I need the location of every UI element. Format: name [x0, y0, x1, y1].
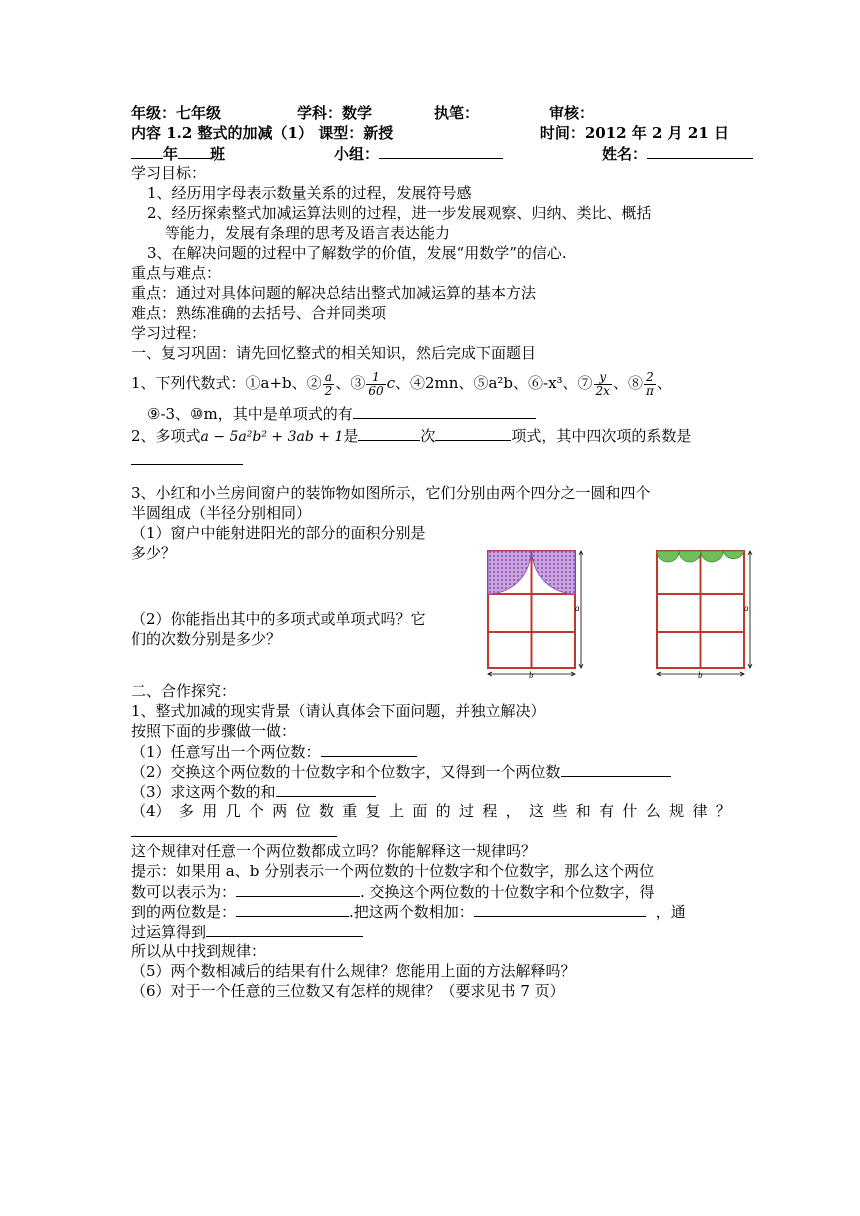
- coop-title: 二、合作探究：: [131, 682, 237, 700]
- window-figure-valance: [653, 546, 763, 682]
- author: 执笔：: [434, 104, 480, 122]
- q1-prefix: 1、下列代数式：①a+b、②: [131, 374, 322, 392]
- goal-2-cont: 等能力，发展有条理的思考及语言表达能力: [165, 224, 451, 242]
- question-2-cont: [131, 449, 731, 483]
- q3-line1: 3、小红和小兰房间窗户的装饰物如图所示，它们分别由两个四分之一圆和四个: [131, 484, 651, 502]
- step4-char: 和: [575, 802, 591, 820]
- f2-var: c: [386, 374, 396, 392]
- blank-terms[interactable]: [435, 425, 511, 441]
- step4-char: 两: [272, 802, 288, 820]
- goal-3: 3、在解决问题的过程中了解数学的价值，发展“用数学”的信心.: [147, 244, 567, 262]
- rule-line: 所以从中找到规律：: [131, 942, 267, 960]
- question-1: [131, 363, 731, 403]
- step4-char: 多: [178, 802, 194, 820]
- label-a-2: a: [744, 603, 749, 613]
- coop-step5: （5）两个数相减后的结果有什么规律？您能用上面的方法解释吗？: [131, 962, 576, 980]
- process-title: 学习过程：: [131, 324, 207, 342]
- keypoints-title: 重点与难点：: [131, 264, 222, 282]
- blank-two-digit[interactable]: [321, 741, 417, 757]
- blank-express[interactable]: [236, 881, 360, 897]
- step4-char: ，: [505, 802, 521, 820]
- review-heading: 一、复习巩固：请先回忆整式的相关知识，然后完成下面题目: [131, 344, 537, 362]
- step4-char: 些: [552, 802, 568, 820]
- step2-text: （2）交换这个两位数的十位数字和个位数字，又得到一个两位数: [131, 763, 561, 781]
- label-group: 小组：: [334, 145, 380, 163]
- fraction-y-over-2x: [594, 371, 612, 398]
- lesson-content: 内容 1.2 整式的加减（1） 课型：新授: [131, 124, 394, 142]
- goal-2: 2、经历探索整式加减运算法则的过程，进一步发展观察、归纳、类比、概括: [147, 204, 652, 222]
- step4-char: 位: [295, 802, 311, 820]
- step4-char: 复: [365, 802, 381, 820]
- hint-line4: [131, 921, 731, 941]
- step4-char: ？: [715, 802, 731, 820]
- q3-sub2a: （2）你能指出其中的多项式或单项式吗？它: [131, 610, 426, 628]
- step4-char: 规: [669, 802, 685, 820]
- lesson-date: 时间：2012 年 2 月 21 日: [539, 124, 729, 142]
- hint3a: 到的两位数是：: [131, 903, 237, 921]
- grade: 年级：七年级: [131, 104, 222, 122]
- step1-text: （1）任意写出一个两位数：: [131, 743, 321, 761]
- f2-den: 60: [368, 383, 384, 398]
- f1-den: 2: [324, 383, 333, 398]
- hint3c: ，通: [655, 903, 686, 921]
- f2-num: 1: [366, 371, 385, 385]
- q2-prefix: 2、多项式: [131, 427, 201, 445]
- fraction-a-over-2: [323, 371, 335, 398]
- f3-den: 2x: [595, 383, 610, 398]
- hint2a: 数可以表示为：: [131, 883, 237, 901]
- window-figure-curtain: [484, 546, 594, 682]
- q1-mid1: 、③: [335, 374, 366, 392]
- step4-char: 什: [622, 802, 638, 820]
- hint-line2: [131, 881, 731, 901]
- step4-char: 上: [388, 802, 404, 820]
- f4-num: 2: [644, 371, 656, 385]
- blank-group[interactable]: [379, 143, 503, 159]
- q3-line2: 半圆组成（半径分别相同）: [131, 504, 312, 522]
- blank-class[interactable]: [178, 143, 210, 159]
- blank-swapped[interactable]: [561, 761, 671, 777]
- label-nian: 年: [163, 145, 179, 163]
- goals-title: 学习目标：: [131, 164, 207, 182]
- step4-char: 重: [342, 802, 358, 820]
- step4-char: 过: [459, 802, 475, 820]
- hint-line1: 提示：如果用 a、b 分别表示一个两位数的十位数字和个位数字，那么这个两位: [131, 862, 655, 880]
- q2-is: 是: [343, 427, 359, 445]
- coop-line2: 按照下面的步骤做一做：: [131, 722, 297, 740]
- step4-char: 这: [529, 802, 545, 820]
- q1-line2: ⑨-3、⑩m，其中是单项式的有: [147, 405, 353, 423]
- header-row-1: [131, 103, 731, 123]
- header-row-3: [131, 143, 731, 163]
- f1-num: a: [323, 371, 335, 385]
- blank-year[interactable]: [131, 143, 163, 159]
- q3-sub1b: 多少？: [131, 544, 177, 562]
- blank-add-expr[interactable]: [474, 901, 646, 917]
- blank-pattern[interactable]: [131, 821, 337, 837]
- q3-sub1a: （1）窗户中能射进阳光的部分的面积分别是: [131, 524, 426, 542]
- coop-step3: [131, 781, 731, 801]
- step4-char: （4）: [131, 802, 171, 820]
- step4-char: 数: [318, 802, 334, 820]
- blank-monomials[interactable]: [353, 403, 536, 419]
- blank-swapped-expr[interactable]: [236, 901, 349, 917]
- blank-coefficient[interactable]: [131, 449, 243, 465]
- reviewer: 审核：: [549, 104, 595, 122]
- coop-step2: [131, 761, 731, 781]
- header-row-2: [131, 123, 731, 143]
- step4-char: 个: [248, 802, 264, 820]
- step4-char: 的: [435, 802, 451, 820]
- step4-char: 用: [202, 802, 218, 820]
- blank-sum[interactable]: [276, 781, 376, 797]
- q1-mid3: 、⑧: [612, 374, 643, 392]
- step3-text: （3）求这两个数的和: [131, 783, 276, 801]
- coop-step1: [131, 741, 731, 761]
- goal-1: 1、经历用字母表示数量关系的过程，发展符号感: [147, 184, 472, 202]
- q2-expression: a − 5a²b² + 3ab + 1: [200, 429, 344, 445]
- step4-char: 几: [225, 802, 241, 820]
- worksheet: [131, 103, 731, 1001]
- coop-apply: 这个规律对任意一个两位数都成立吗？你能解释这一规律吗？: [131, 842, 537, 860]
- step4-char: 律: [692, 802, 708, 820]
- step4-char: 程: [482, 802, 498, 820]
- label-name: 姓名：: [602, 145, 648, 163]
- right-curtain: [532, 551, 575, 594]
- fraction-2-over-pi: [644, 371, 656, 398]
- coop-step4: [131, 801, 731, 821]
- key-point: 重点：通过对具体问题的解决总结出整式加减运算的基本方法: [131, 284, 537, 302]
- q1-end: 、: [656, 374, 672, 392]
- coop-step6: （6）对于一个任意的三位数又有怎样的规律？（要求见书 7 页）: [131, 982, 565, 1000]
- label-ban: 班: [210, 145, 226, 163]
- fraction-1-over-60: [366, 371, 385, 398]
- step4-char: 么: [645, 802, 661, 820]
- blank-name[interactable]: [647, 143, 753, 159]
- coop-step4-cont: [131, 821, 731, 841]
- coop-line1: 1、整式加减的现实背景（请认真体会下面问题，并独立解决）: [131, 702, 546, 720]
- question-2: [131, 423, 731, 449]
- label-b: b: [529, 670, 534, 680]
- name-field: [602, 143, 753, 164]
- f4-den: π: [645, 383, 654, 398]
- q2-xiang: 项式，其中四次项的系数是: [511, 427, 692, 445]
- step4-char: 面: [412, 802, 428, 820]
- hint-line3: [131, 901, 731, 921]
- label-b-2: b: [698, 670, 703, 680]
- step4-char: 有: [599, 802, 615, 820]
- hint3b: .把这两个数相加：: [349, 903, 474, 921]
- question-1-cont: [131, 403, 731, 423]
- hint2b: . 交换这个两位数的十位数字和个位数字，得: [360, 883, 655, 901]
- group-field: [334, 143, 503, 164]
- blank-result[interactable]: [206, 921, 363, 937]
- label-a: a: [575, 603, 580, 613]
- blank-degree[interactable]: [358, 425, 420, 441]
- q1-mid2: 、④2mn、⑤a²b、⑥-x³、⑦: [395, 374, 593, 392]
- hint4: 过运算得到: [131, 923, 207, 941]
- q3-sub2b: 们的次数分别是多少？: [131, 630, 282, 648]
- f3-num: y: [594, 371, 612, 385]
- left-curtain: [488, 551, 531, 594]
- q2-ci: 次: [420, 427, 436, 445]
- difficult-point: 难点：熟练准确的去括号、合并同类项: [131, 304, 387, 322]
- q3-block: [131, 523, 731, 663]
- subject: 学科：数学: [297, 104, 373, 122]
